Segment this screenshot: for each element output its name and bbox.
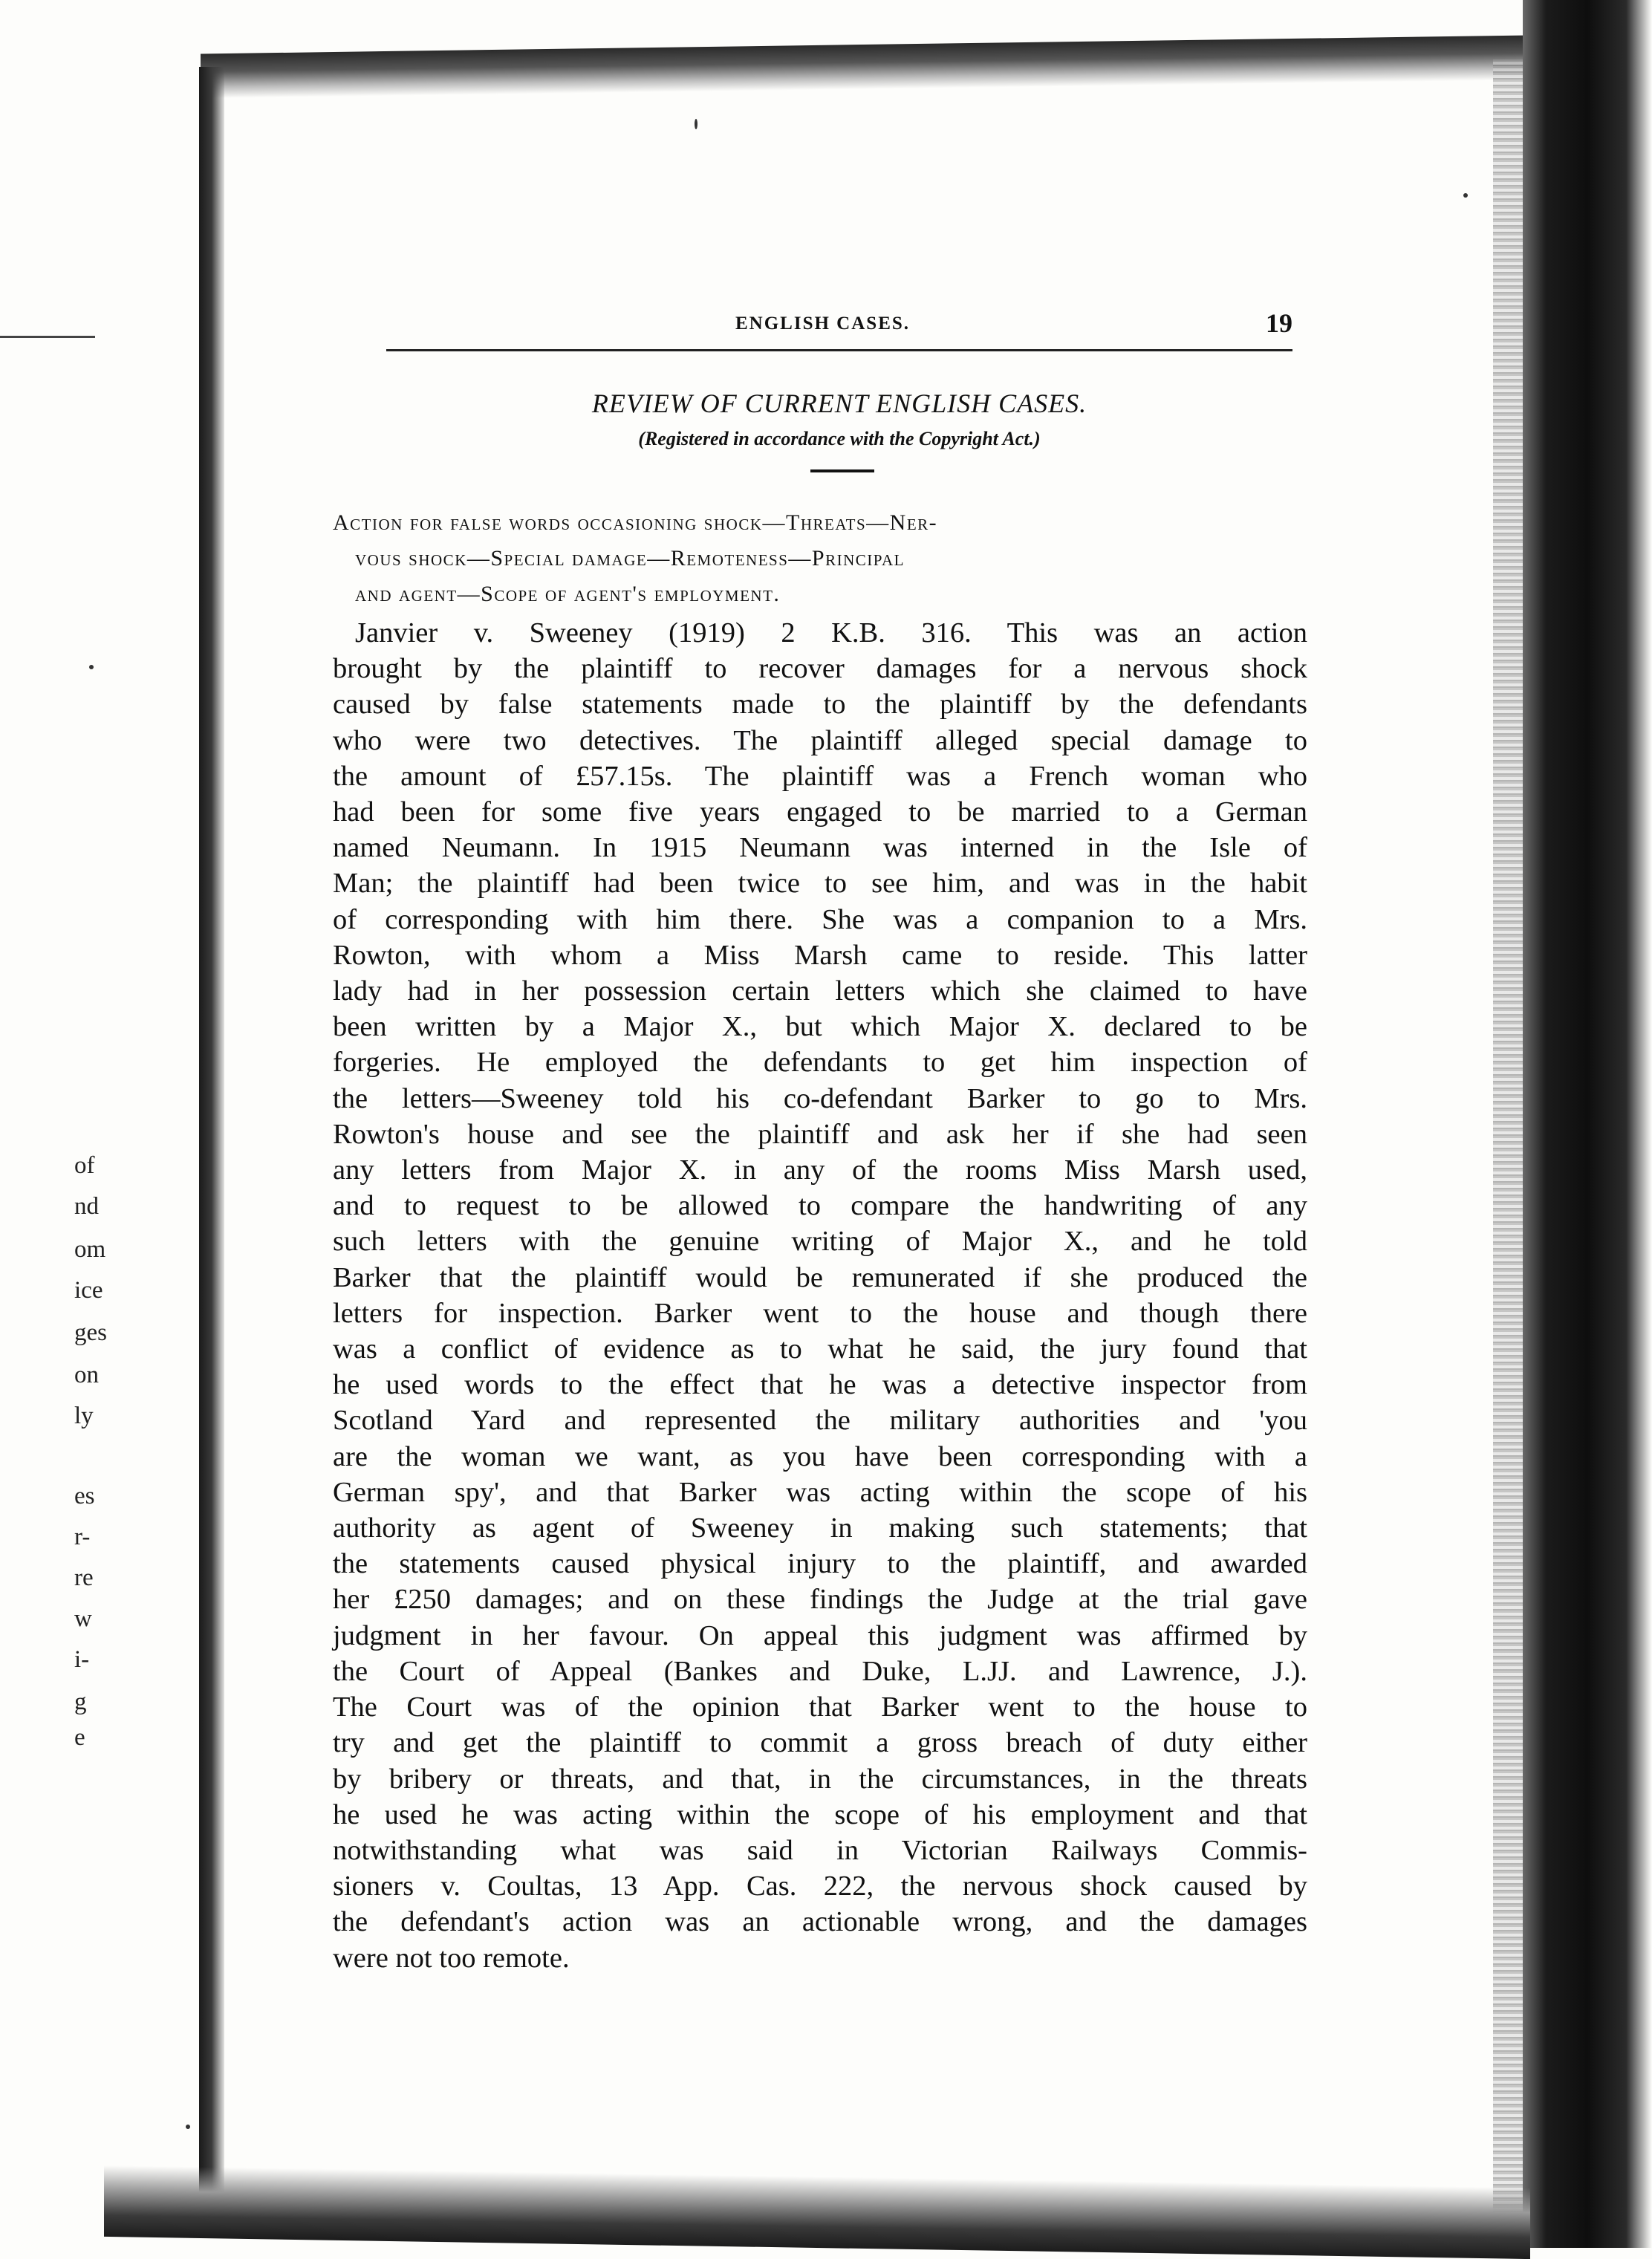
body-line: of corresponding with him there. She was a companion to a Mrs. — [333, 903, 1307, 935]
body-line: been written by a Major X., but which Major X. declared to be — [333, 1011, 1307, 1043]
body-line: the defendant's action was an actionable wrong, and the damages — [333, 1906, 1307, 1938]
page-number: 19 — [1266, 308, 1292, 338]
body-line: are the woman we want, as you have been corresponding with a — [333, 1440, 1307, 1472]
body-line: were not too remote. — [333, 1942, 570, 1974]
body-line: sioners v. Coultas, 13 App. Cas. 222, the nervous shock caused by — [333, 1870, 1307, 1902]
body-line: German spy', and that Barker was acting within the scope of his — [333, 1476, 1307, 1508]
body-line: was a conflict of evidence as to what he said, the jury found that — [333, 1333, 1307, 1365]
case-body — [333, 615, 1307, 1976]
left-fragment: re — [74, 1564, 94, 1591]
case-heading-line: Action for false words occasioning shock—Threats—Ner- — [333, 510, 938, 535]
speck — [89, 665, 94, 669]
body-line: brought by the plaintiff to recover damages for a nervous shock — [333, 653, 1307, 685]
body-line: any letters from Major X. in any of the rooms Miss Marsh used, — [333, 1154, 1307, 1186]
body-line: Barker that the plaintiff would be remunerated if she produced the — [333, 1261, 1307, 1293]
body-line: who were two detectives. The plaintiff alleged special damage to — [333, 724, 1307, 756]
short-divider — [810, 469, 874, 472]
body-line: such letters with the genuine writing of Major X., and he told — [333, 1226, 1307, 1258]
body-line: had been for some five years engaged to be married to a German — [333, 796, 1307, 828]
running-head — [386, 308, 1292, 345]
left-fragment: g — [74, 1688, 87, 1715]
header-rule — [386, 349, 1292, 351]
body-line: Scotland Yard and represented the military authorities and 'you — [333, 1405, 1307, 1437]
body-line: her £250 damages; and on these findings the Judge at the trial gave — [333, 1584, 1307, 1616]
left-fragment: e — [74, 1724, 85, 1751]
body-line: the Court of Appeal (Bankes and Duke, L.JJ. and Lawrence, J.). — [333, 1655, 1307, 1687]
case-heading — [333, 505, 1306, 612]
body-line: caused by false statements made to the plaintiff by the defendants — [333, 689, 1307, 721]
body-line: The Court was of the opinion that Barker went to the house to — [333, 1691, 1307, 1723]
left-fragment: r- — [74, 1524, 91, 1550]
body-line: Janvier v. Sweeney (1919) 2 K.B. 316. This was an action — [355, 617, 1307, 649]
body-line: letters for inspection. Barker went to the house and though there — [333, 1297, 1307, 1329]
left-fragment: w — [74, 1605, 92, 1632]
body-line: named Neumann. In 1915 Neumann was interned in the Isle of — [333, 832, 1307, 864]
body-line: forgeries. He employed the defendants to get him inspection of — [333, 1047, 1307, 1079]
left-fragment: on — [74, 1362, 99, 1388]
body-line: he used words to the effect that he was a detective inspector from — [333, 1369, 1307, 1401]
body-line: authority as agent of Sweeney in making such statements; that — [333, 1512, 1307, 1544]
body-line: judgment in her favour. On appeal this judgment was affirmed by — [333, 1619, 1307, 1651]
body-line: notwithstanding what was said in Victorian Railways Commis- — [333, 1834, 1307, 1866]
body-line: the statements caused physical injury to the plaintiff, and awarded — [333, 1548, 1307, 1580]
body-line: and to request to be allowed to compare the handwriting of any — [333, 1190, 1307, 1222]
running-title: ENGLISH CASES. — [735, 313, 911, 334]
scan-gutter-left — [199, 67, 224, 2221]
body-line: Rowton's house and see the plaintiff and ask her if she had seen — [333, 1118, 1307, 1150]
section-title: REVIEW OF CURRENT ENGLISH CASES. — [591, 389, 1087, 418]
body-line: the letters—Sweeney told his co-defendant Barker to go to Mrs. — [333, 1082, 1307, 1114]
case-heading-line: and agent—Scope of agent's employment. — [355, 582, 781, 606]
speck — [186, 2125, 190, 2129]
speck — [1463, 193, 1468, 198]
case-heading-line: vous shock—Special damage—Remoteness—Principal — [355, 546, 905, 571]
scan-shadow-bottom — [104, 2165, 1530, 2259]
speck — [695, 119, 697, 129]
scan-shadow-right — [1523, 0, 1652, 2248]
left-fragment: nd — [74, 1193, 99, 1220]
left-fragment: ges — [74, 1319, 107, 1346]
left-fragment: i- — [74, 1646, 90, 1673]
left-fragment: ice — [74, 1277, 103, 1304]
body-line: Man; the plaintiff had been twice to see him, and was in the habit — [333, 868, 1307, 900]
left-fragment: om — [74, 1236, 106, 1263]
body-line: Rowton, with whom a Miss Marsh came to reside. This latter — [333, 939, 1307, 971]
body-line: lady had in her possession certain letters which she claimed to have — [333, 975, 1307, 1007]
left-fragment: ly — [74, 1402, 94, 1429]
section-subtitle: (Registered in accordance with the Copyright Act.) — [638, 428, 1041, 449]
body-line: by bribery or threats, and that, in the circumstances, in the threats — [333, 1763, 1307, 1795]
scan-page-edge-right — [1493, 59, 1526, 2236]
body-line: the amount of £57.15s. The plaintiff was a French woman who — [333, 760, 1307, 792]
left-fragment: of — [74, 1152, 95, 1179]
body-line: try and get the plaintiff to commit a gross breach of duty either — [333, 1727, 1307, 1759]
left-page-rule — [0, 336, 95, 338]
body-line: he used he was acting within the scope of his employment and that — [333, 1798, 1307, 1830]
left-fragment: es — [74, 1483, 95, 1509]
scan-shadow-top — [201, 36, 1530, 99]
